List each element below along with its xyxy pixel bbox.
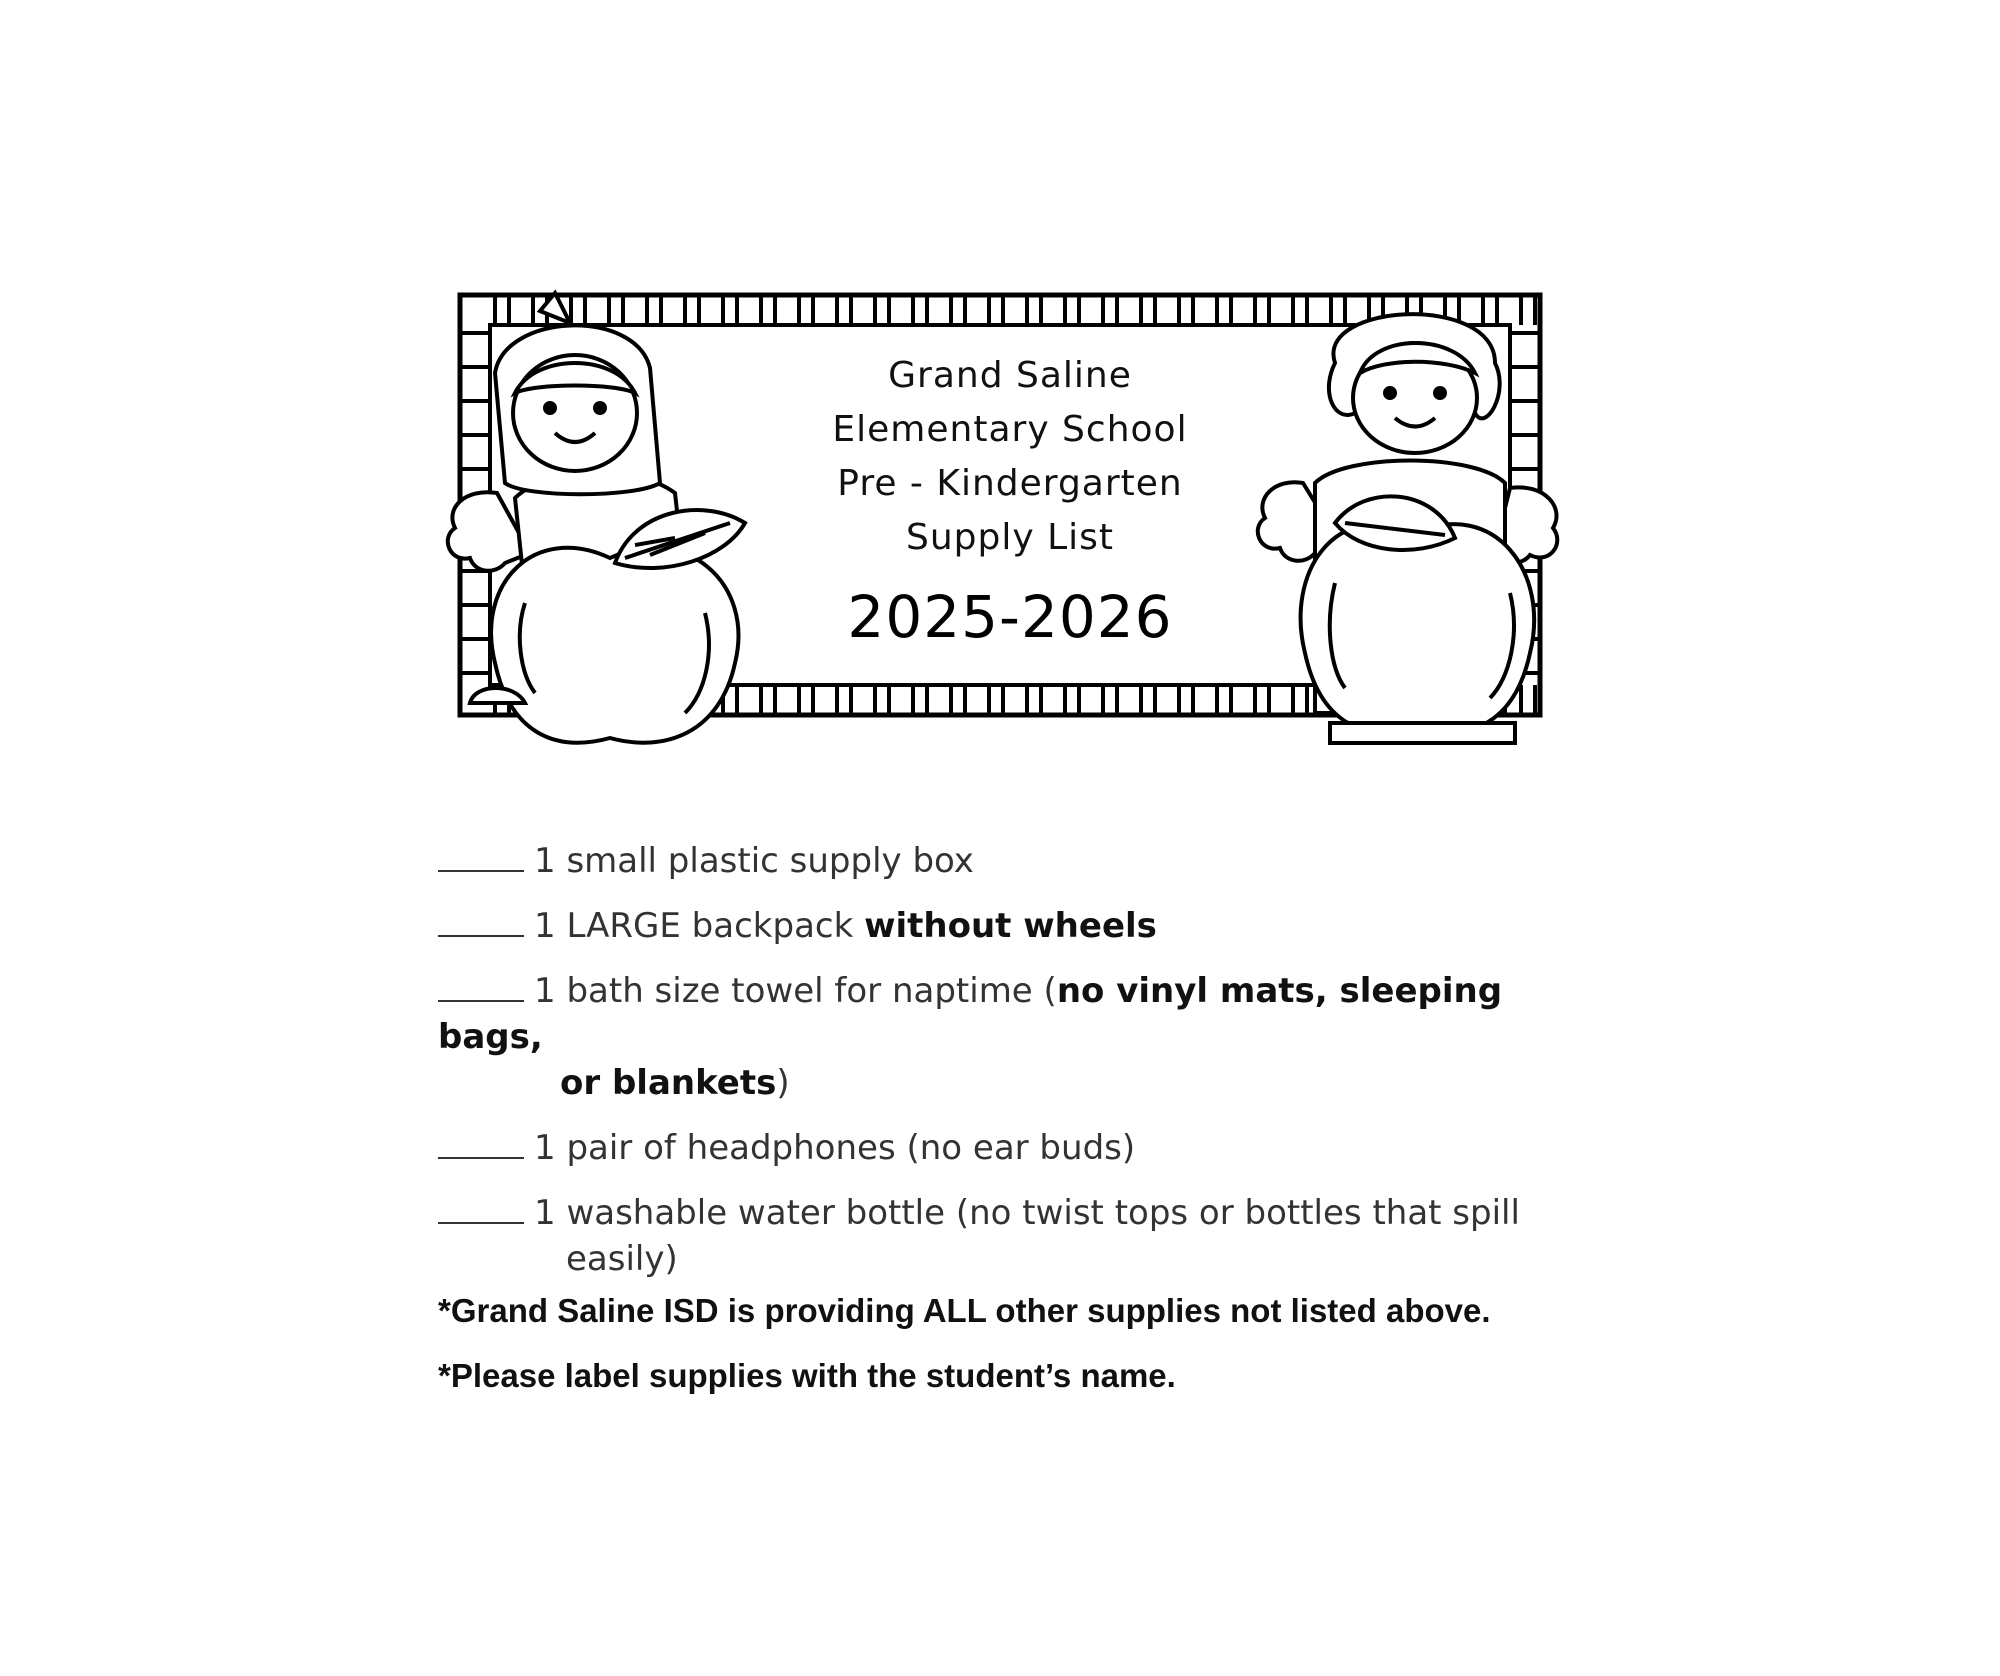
supply-item [438,968,1588,1106]
supply-item-text: 1 pair of headphones (no ear buds) [534,1128,1136,1168]
supply-item-text: easily) [566,1239,678,1279]
checkoff-blank [438,1192,524,1224]
supply-list [438,838,1588,1301]
supply-item-text: ) [776,1063,790,1103]
checkoff-blank [438,905,524,937]
supply-item-emphasis: or blankets [560,1063,777,1103]
supply-item-text: 1 LARGE backpack [534,906,865,946]
supply-item-text: 1 bath size towel for naptime ( [534,971,1057,1011]
header-banner [435,283,1585,773]
supply-item [438,1190,1588,1282]
supply-item-text: 1 small plastic supply box [534,841,974,881]
header-list-title: Supply List [905,517,1115,558]
note-district-supplies: *Grand Saline ISD is providing ALL other supplies not listed above. [438,1292,1491,1329]
supply-item-emphasis: without wheels [864,906,1157,946]
header-school-year: 2025-2026 [847,583,1173,651]
note-label-supplies: *Please label supplies with the student’s name. [438,1357,1176,1394]
header-school-name: Grand Saline [888,355,1132,396]
checkoff-blank [438,840,524,872]
header-school-type: Elementary School [832,409,1188,450]
checkoff-blank [438,970,524,1002]
supply-item [438,838,1588,884]
supply-item [438,1125,1588,1171]
supply-item [438,903,1588,949]
supply-item-emphasis: no vinyl mats, sleeping bags, [438,971,1503,1057]
supply-item-text: 1 washable water bottle (no twist tops or bottles that spill [534,1193,1520,1233]
checkoff-blank [438,1127,524,1159]
header-grade: Pre - Kindergarten [837,463,1183,504]
